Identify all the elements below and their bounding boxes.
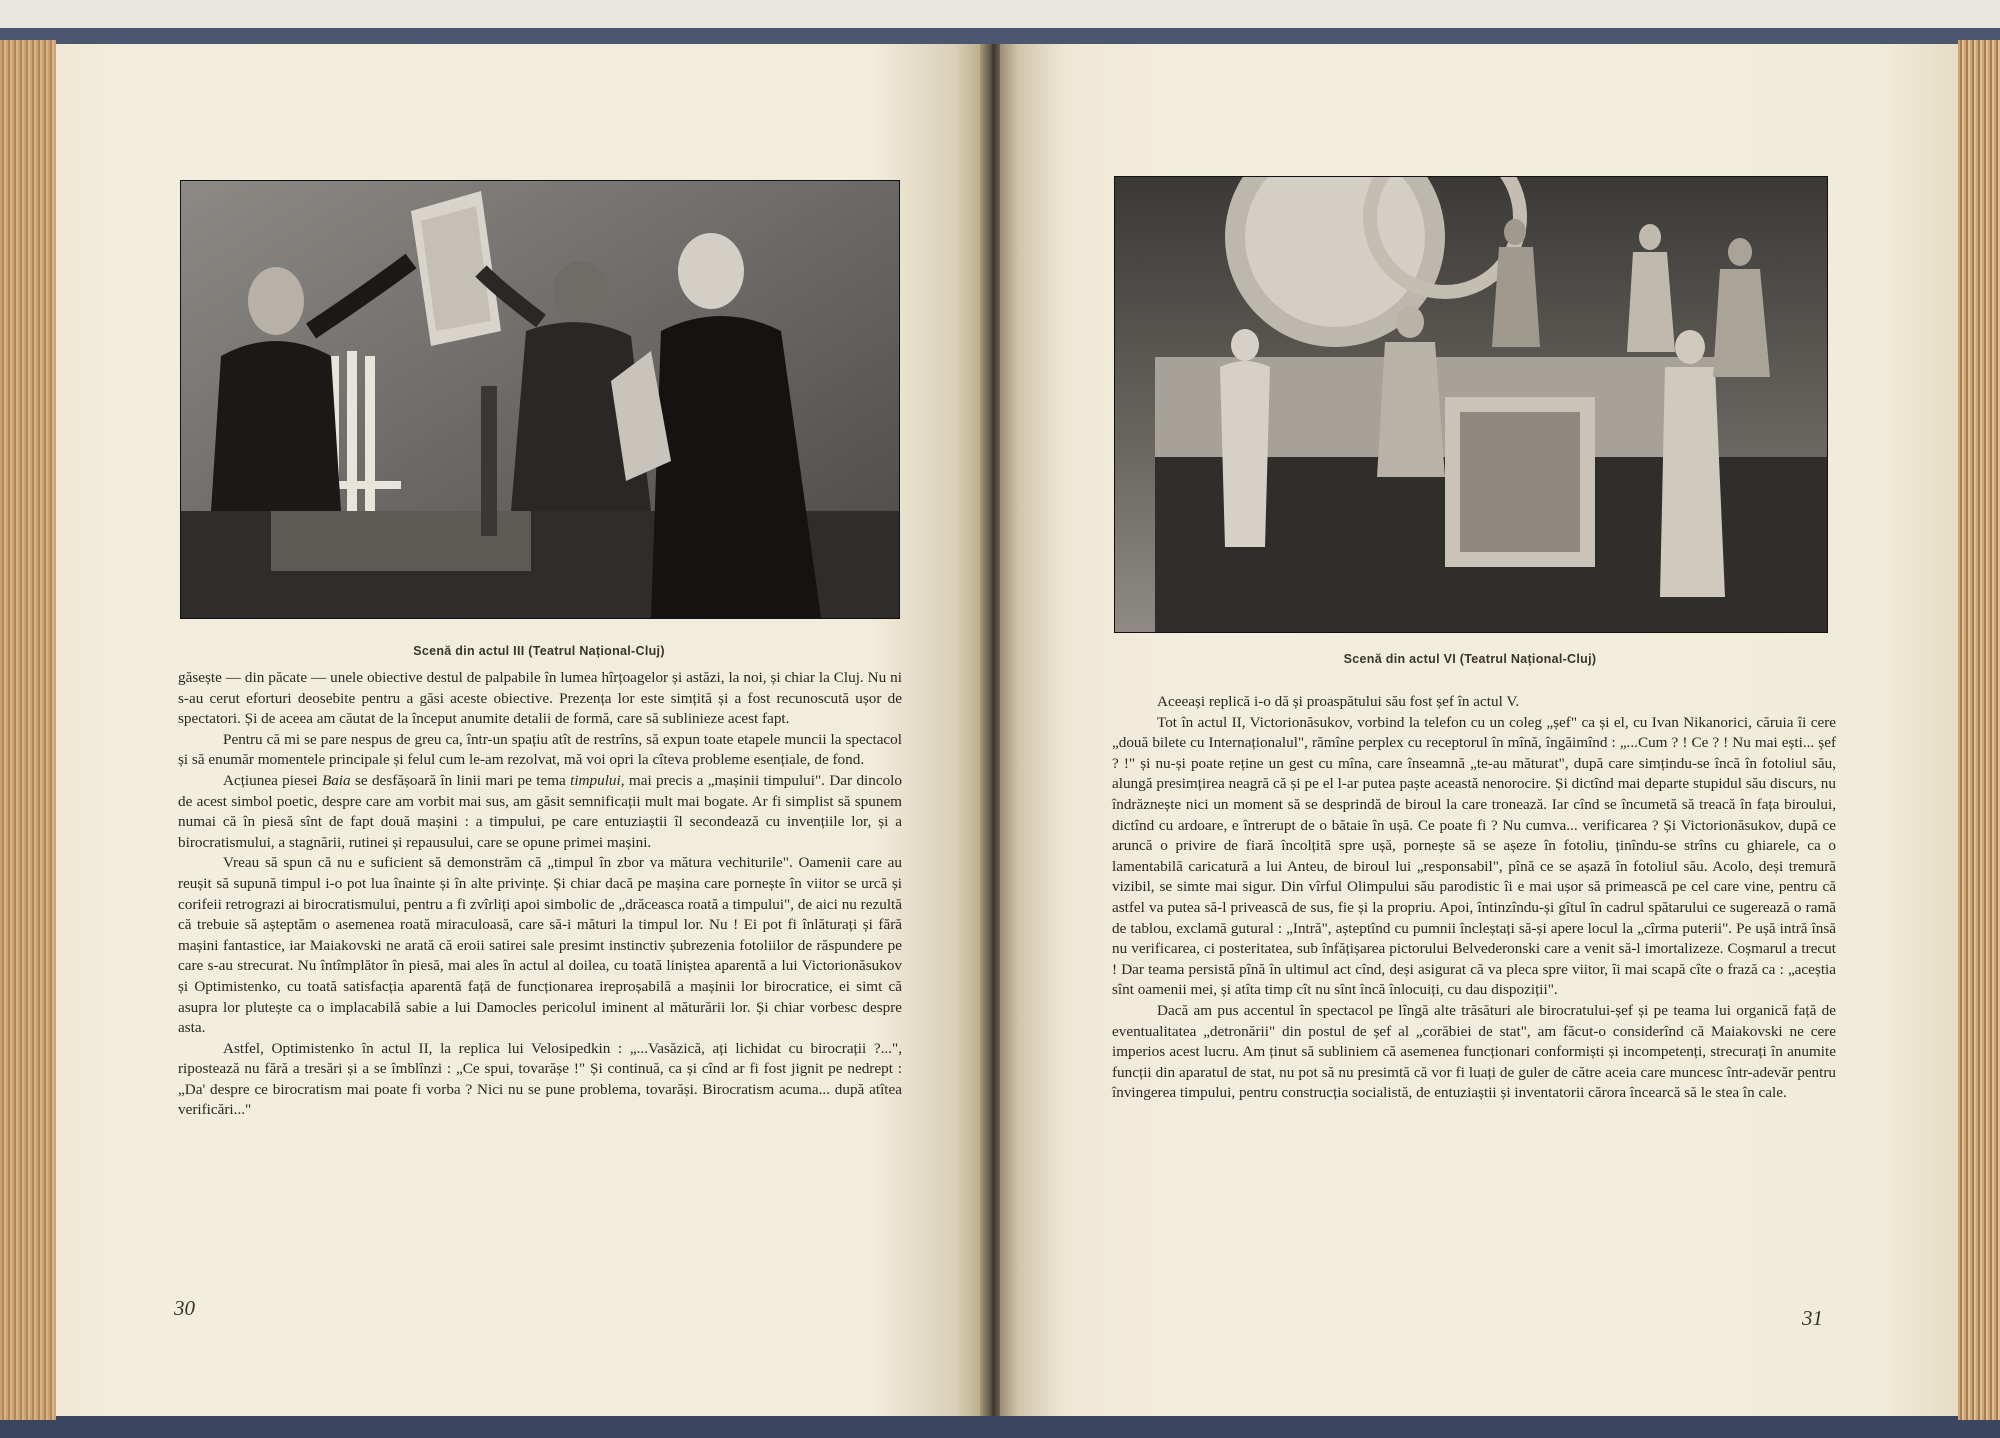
paragraph: Aceeași replică i-o dă și proaspătului său fost șef în actul V. — [1157, 693, 1520, 710]
left-body-text — [178, 668, 902, 1121]
emphasis-timpului: timpului — [570, 771, 621, 789]
right-photo-caption: Scenă din actul VI (Teatrul Național-Cluj) — [1343, 652, 1597, 666]
emphasis-baia: Baia — [321, 771, 351, 789]
photo-illustration — [1115, 177, 1827, 632]
left-photo-caption: Scenă din actul III (Teatrul Național-Cluj) — [413, 644, 665, 658]
right-photo-scene-act-vi — [1114, 176, 1828, 633]
left-photo-scene-act-iii — [180, 180, 900, 619]
text-run: Acțiunea piesei — [223, 771, 322, 789]
text-run: , mai precis a „mașinii timpului". Dar dincolo de acest simbol poetic, despre care am vorbit mai sus, am găsit semnificații mult mai bogate. Ar fi simplist să spunem numai că în piesă sînt de fapt două mașini : a timpului, pe care entuziaștii îl secondează cu invențiile lor, și a birocratismului, a stagnării, rutinei și repausului, care se opune primei mașini. — [178, 771, 902, 851]
paragraph: Vreau să spun că nu e suficient să demonstrăm că „timpul în zbor va mătura vechiturile". Oamenii care au reușit să supună timpul i-o pot lua înainte și în alte privințe. Și chiar dacă pe mașina care pornește în viitor se urcă și corifeii retrograzi ai birocratismului, pentru a fi zvîrliți apoi simbolic de „drăceasca roată a timpului", de aici nu rezultă că trebuie să așteptăm o asemenea roată miraculoasă, care să-i mături la timpul lor. Nu ! Ei pot fi înlăturați și fără mașini fantastice, iar Maiakovski ne arată că eroii satirei sale presimt instinctiv șubrezenia fotoliilor de răspundere pe care s-au strecurat. Nu întîmplător în piesă, mai ales în actul al doilea, cu toată liniștea aparentă a lui Victorionăsukov și Optimistenko, cu toată satisfacția aparentă față de funcționarea ireproșabilă a mașinii lor birocratice, ei simt că asupra lor plutește ca o implacabilă sabie a lui Damocles pericolul iminent al măturării lor. Și chiar vorbesc despre asta. — [178, 854, 902, 1037]
photo-illustration — [181, 181, 899, 618]
paragraph: Pentru că mi se pare nespus de greu ca, într-un spațiu atît de restrîns, să expun toate etapele muncii la spectacol și să enumăr momentele principale și felul cum le-am rezolvat, mă voi opri la cîteva probleme esențiale, de fond. — [178, 730, 902, 769]
paragraph: Dacă am pus accentul în spectacol pe lîngă alte trăsături ale birocratului-șef și pe teama lui organică față de eventualitatea „detronării" din postul de șef al „corăbiei de stat", am făcut-o considerînd că Maiakovski ne cere imperios acest lucru. Am ținut să subliniem că asemenea funcționari conformiști și incompetenți, strecurați în anumite funcții din aparatul de stat, nu pot să nu presimtă că vor fi luați de guler de către aceia care muncesc într-adevăr pentru învingerea timpului, pentru construcția socialistă, de entuziaștii și inventatorii cărora încearcă să le stea în cale. — [1112, 1001, 1836, 1102]
left-page-edges — [0, 40, 56, 1420]
paragraph — [178, 771, 902, 853]
page-number-right: 31 — [1802, 1306, 1823, 1330]
text-run: se desfășoară în linii mari pe tema — [350, 771, 571, 789]
page-number-left: 30 — [174, 1296, 195, 1320]
scan-background — [0, 0, 2000, 30]
right-page-edges — [1958, 40, 2000, 1420]
paragraph: găsește — din păcate — unele obiective destul de palpabile în lumea hîrțoagelor și astăzi, la noi, și chiar la Cluj. Nu ni s-au cerut eforturi deosebite pentru a găsi aceste obiective. Prezența lor este simțită și a fost recunoscută ușor de spectatori. Și de aceea am căutat de la început anumite detalii de formă, care să sublinieze acest fapt. — [178, 669, 902, 728]
paragraph: Tot în actul II, Victorionăsukov, vorbind la telefon cu un coleg „șef" ca și el, cu Ivan Nikanorici, căruia îi cere „două bilete cu Internaționalul", rămîne perplex cu receptorul în mînă, îngăimînd : „...Cum ? ! Ce ? ! Nu mai ești... șef ? !" și nu-și poate reține un gest cu mîna, care înseamnă „te-au măturat", după care simțindu-se încă în fotoliul său, alungă presimțirea neagră că și pe el l-ar putea paște această nenorocire. Și dictînd mai departe stupidul său discurs, nu îndrăznește nici un moment să se desprindă de biroul la care tronează. Iar cînd se încumetă să treacă în fața biroului, dictînd cu ardoare, e întrerupt de o bătaie în ușă. Ce poate fi ? Nu cumva... verificarea ? Și Victorionăsukov, după ce aruncă o privire de fiară încolțită spre ușă, pornește să se așeze în fotoliu, ținîndu-se strîns cu ghiarele, ca o lamentabilă caricatură a lui Anteu, de biroul lui „responsabil", pînă ce se așază în fotoliul său. Acolo, deși tremură vizibil, se simte mai sigur. Din vîrful Olimpului său parodistic îi e mai ușor să primească pe cel care vine, pentru că astfel va putea să-l privească de sus, fie și la propriu. Apoi, întinzîndu-și gîtul în cadrul spătarului ce sugerează o ramă de tablou, exclamă gutural : „Intră", așteptînd cu pumnii încleștați să-și apere locul la „cîrma puterii". Pe ușă intră însă nu verificarea, ci posteritatea, sub înfățișarea pictorului Belvederonski care a venit să-l imortalizeze. Coșmarul a trecut ! Dar teama persistă pînă în ultimul act cînd, deși asigurat că va pleca spre viitor, îi mai scapă cîte o frază ca : „aceștia sînt oamenii mei, și atîta timp cît nu sînt încă înlocuiți, cu dau dispoziții". — [1112, 713, 1836, 999]
left-page — [56, 44, 984, 1416]
paragraph: Astfel, Optimistenko în actul II, la replica lui Velosipedkin : „...Vasăzică, ați lichidat cu birocrații ?...", ripostează nu fără a tresări și a se îmblînzi : „Ce spui, tovarășe !" Și continuă, ca și cînd ar fi fost jignit pe nedrept : „Da' despre ce birocratism mai poate fi vorba ? Nici nu se pune problema, tovarăși. Birocratism acuma... după atîtea verificări..." — [178, 1039, 902, 1119]
right-page — [1000, 44, 1958, 1416]
right-body-text — [1112, 692, 1836, 1104]
